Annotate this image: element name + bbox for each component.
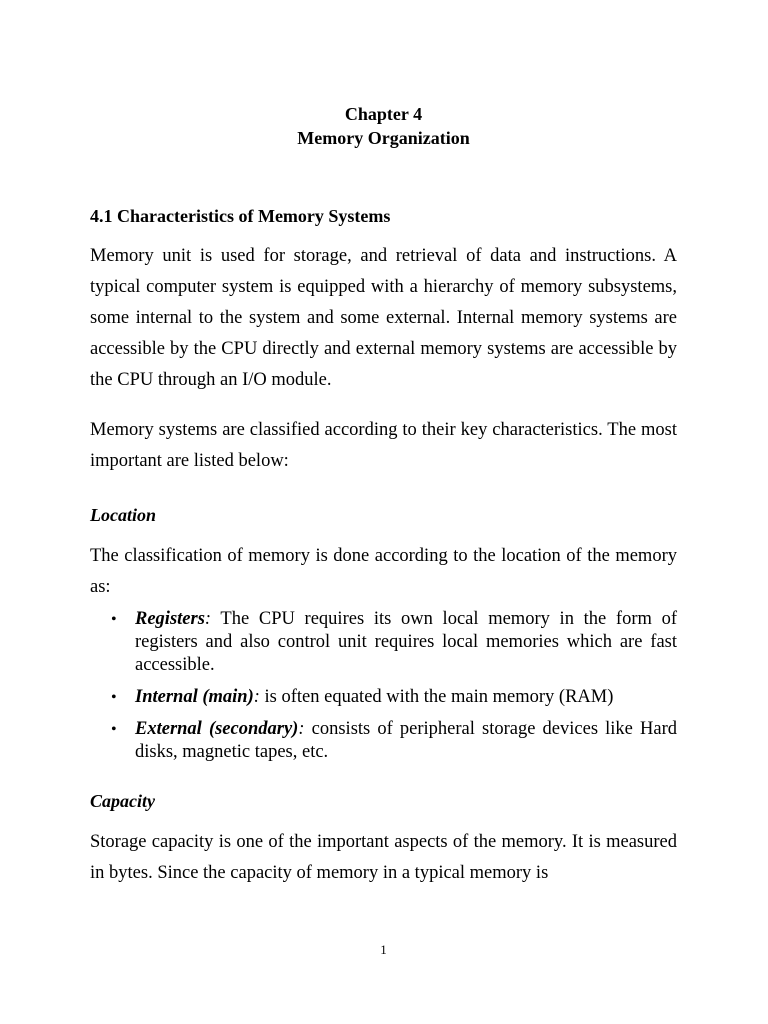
list-item-registers [90,608,677,677]
capacity-paragraph: Storage capacity is one of the important aspects of the memory. It is measured in bytes. Since the capacity of memory in a typical memory is [90,832,677,883]
list-item-text: consists of peripheral storage devices like Hard disks, magnetic tapes, etc. [135,719,677,762]
chapter-header [90,102,677,150]
bullet-icon: • [111,611,117,628]
document-page [90,0,677,1024]
list-item-text: The CPU requires its own local memory in the form of registers and also control unit requires local memories which are fast accessible. [135,609,677,675]
list-item-internal [90,686,677,709]
bullet-icon: • [111,689,117,706]
list-item-external [90,718,677,764]
list-item-term: Internal (main) [135,687,254,707]
list-item-term: Registers [135,609,205,629]
intro-paragraph: Memory unit is used for storage, and retrieval of data and instructions. A typical computer system is equipped with a hierarchy of memory subsystems, some internal to the system and some external. Internal memory systems are accessible by the CPU directly and external memory systems are accessible by the CPU through an I/O module. [90,246,677,390]
location-list [90,608,677,764]
section-heading: 4.1 Characteristics of Memory Systems [90,206,391,226]
capacity-heading: Capacity [90,791,155,811]
chapter-number: Chapter 4 [344,104,423,124]
bullet-icon: • [111,721,117,738]
location-heading: Location [90,505,156,525]
chapter-title: Memory Organization [297,128,470,148]
list-item-colon: : [204,609,212,629]
list-item-colon: : [253,687,260,707]
list-item-colon: : [298,719,305,739]
classification-paragraph: Memory systems are classified according to their key characteristics. The most important are listed below: [90,420,677,471]
list-item-term: External (secondary) [135,719,299,739]
page-number: 1 [380,942,387,957]
location-paragraph: The classification of memory is done according to the location of the memory as: [90,546,677,597]
list-item-text: is often equated with the main memory (RAM) [259,687,614,707]
